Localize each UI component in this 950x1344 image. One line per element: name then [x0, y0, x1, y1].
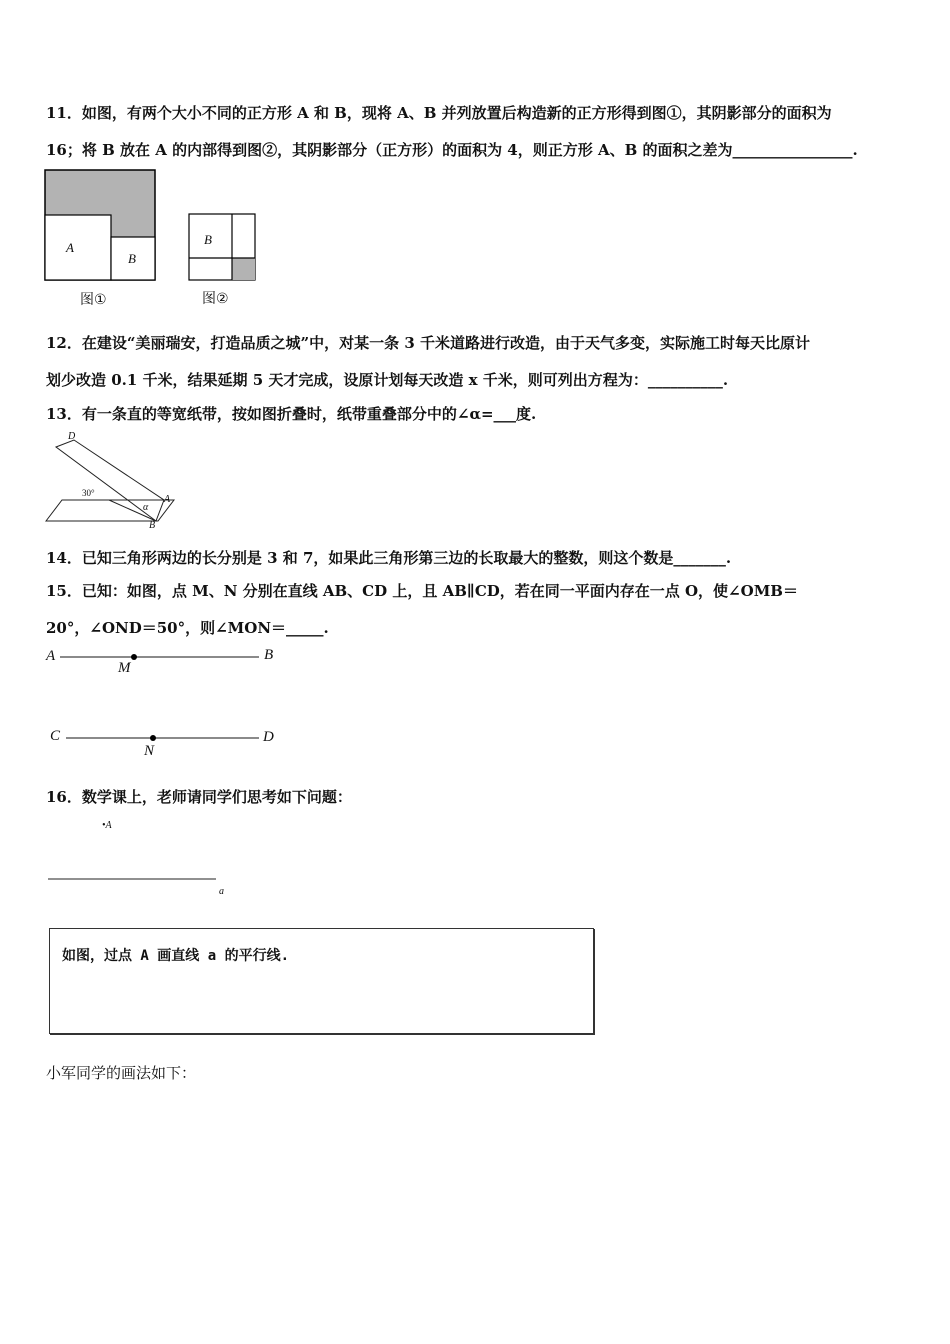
point-m	[131, 654, 137, 660]
q16-point-a: •A	[102, 820, 112, 831]
q15-label-a: A	[46, 648, 56, 664]
q15-label-d: D	[263, 729, 274, 745]
q15-label-c: C	[50, 728, 61, 744]
point-n	[150, 735, 156, 741]
q16-box-text: 如图，过点 A 画直线 a 的平行线.	[62, 948, 290, 964]
q16-after-text: 小军同学的画法如下：	[46, 1064, 197, 1082]
square-a	[45, 215, 111, 280]
q15-line1: 15．已知：如图，点 M、N 分别在直线 AB、CD 上，且 AB∥CD，若在同一平面内存在一点 O，使∠OMB＝	[46, 582, 798, 600]
q13-line1: 13．有一条直的等宽纸带，按如图折叠时，纸带重叠部分中的∠α=___度.	[46, 405, 537, 423]
q15-figure	[44, 645, 284, 765]
q11-line1: 11．如图，有两个大小不同的正方形 A 和 B，现将 A、B 并列放置后构造新的正方形得到图①，其阴影部分的面积为	[46, 104, 832, 122]
q13-label-d: D	[68, 431, 76, 442]
q16-line-a	[47, 876, 222, 882]
q11-fig1-label-a: A	[66, 240, 74, 255]
q13-figure	[44, 434, 179, 534]
q15-label-n: N	[144, 743, 155, 759]
q13-label-alpha: α	[143, 502, 149, 513]
q12-line1: 12．在建设“美丽瑞安，打造品质之城”中，对某一条 3 千米道路进行改造，由于天气多变，实际施工时每天比原计	[46, 334, 811, 352]
q15-line2: 20°，∠OND＝50°，则∠MON＝_____.	[46, 619, 329, 637]
q15-label-m: M	[118, 660, 131, 676]
q15-label-b: B	[264, 647, 274, 663]
q16-problem-box	[49, 928, 594, 1034]
q11-figure-1	[44, 169, 158, 283]
q11-line2: 16；将 B 放在 A 的内部得到图②，其阴影部分（正方形）的面积为 4，则正方形 A、B 的面积之差为________________.	[46, 141, 858, 159]
q16-line1: 16．数学课上，老师请同学们思考如下问题：	[46, 788, 352, 806]
q13-label-a: A	[164, 494, 171, 505]
q14-line1: 14．已知三角形两边的长分别是 3 和 7，如果此三角形第三边的长取最大的整数，则这个数是_______.	[46, 549, 732, 567]
q13-label-b: B	[149, 520, 156, 531]
q11-fig2-label-b: B	[204, 232, 212, 247]
q11-fig2-caption: 图②	[202, 291, 229, 307]
q16-line-label: a	[219, 886, 224, 897]
q11-figure-2	[188, 213, 258, 283]
q12-line2: 划少改造 0.1 千米，结果延期 5 天才完成，设原计划每天改造 x 千米，则可列出方程为：__________.	[46, 371, 729, 389]
q13-label-30: 30°	[82, 488, 95, 498]
q11-fig1-caption: 图①	[80, 292, 107, 308]
shaded-square	[232, 258, 255, 280]
q11-fig1-label-b: B	[128, 251, 136, 266]
